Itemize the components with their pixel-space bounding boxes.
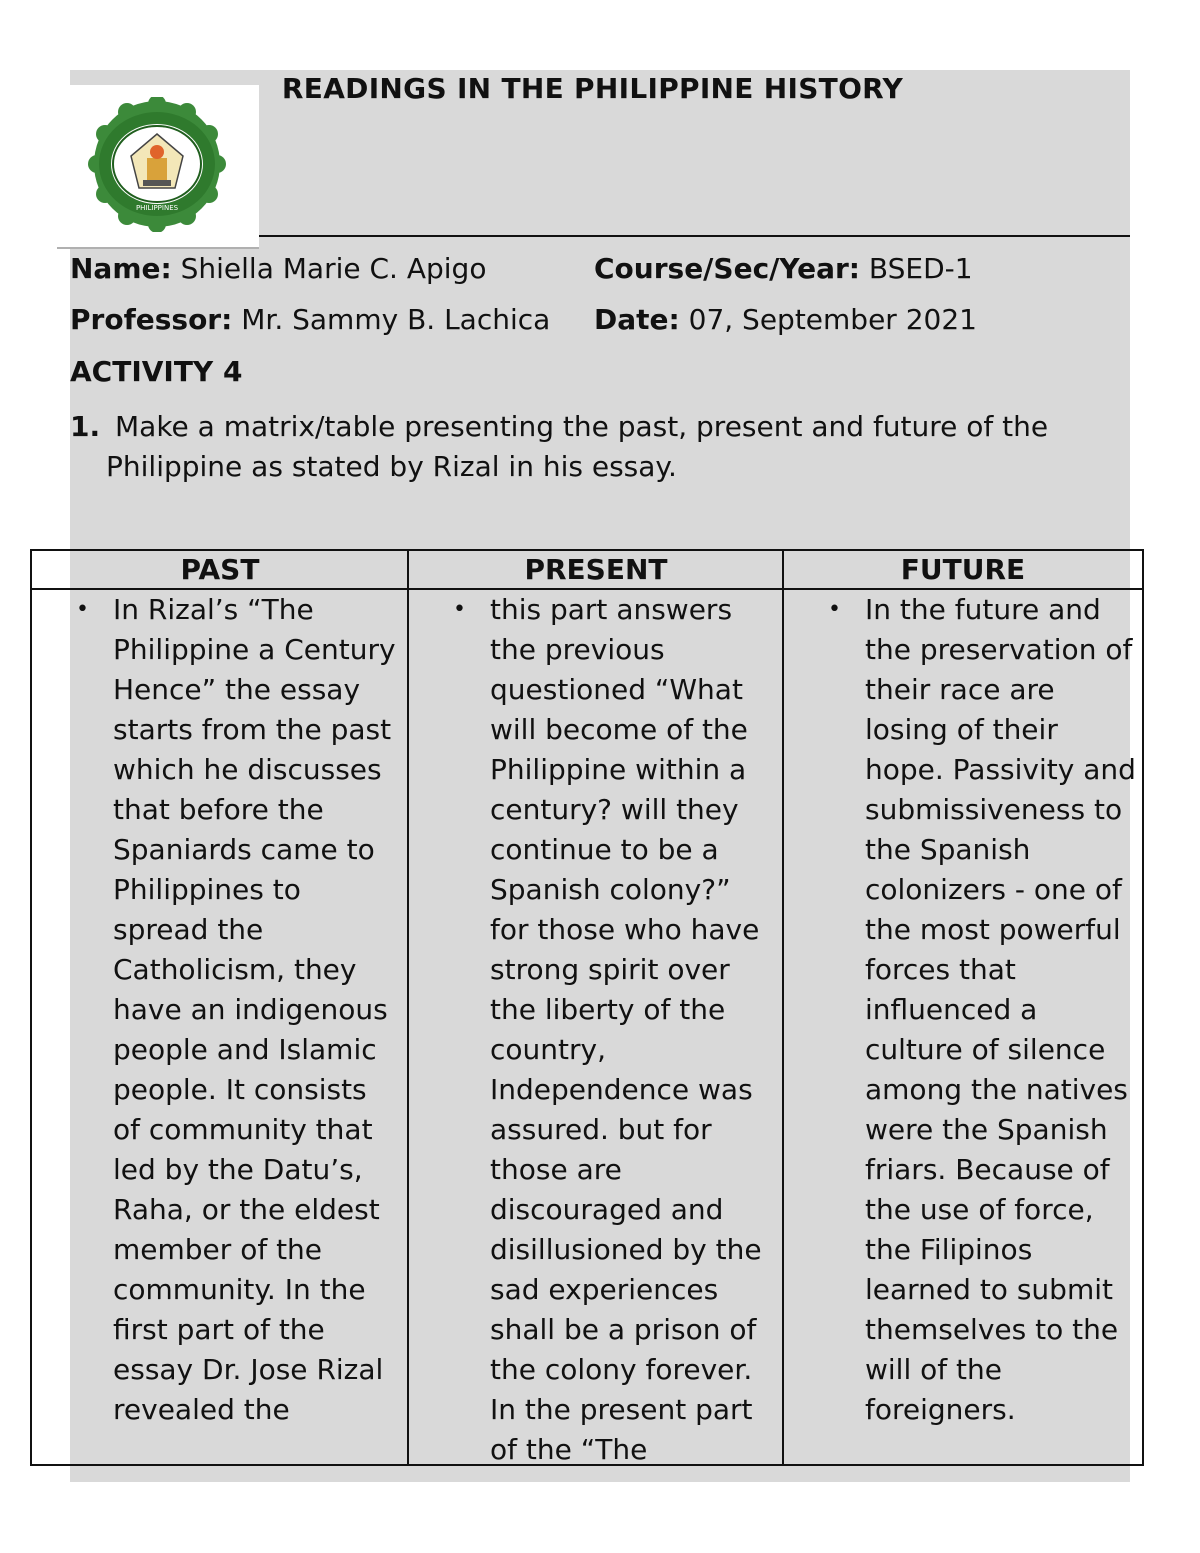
seal-text: PHILIPPINES [135, 204, 179, 212]
bullet-icon: • [828, 597, 841, 622]
course-field [594, 252, 973, 285]
present-column [407, 551, 783, 1464]
past-text: In Rizal’s “The Philippine a Century Hence” the essay starts from the past which he discusses that before the Spaniards came to Philippines to spread the Catholicism, they have an indigenous people and Islamic people. It consists of community that led by the Datu’s, Raha, or the eldest member of the community. In the first part of the essay Dr. Jose Rizal revealed the [113, 593, 396, 1426]
course-label: Course/Sec/Year: [594, 252, 860, 285]
bullet-icon: • [453, 597, 466, 622]
activity-title: ACTIVITY 4 [70, 355, 243, 388]
name-label: Name: [70, 252, 172, 285]
professor-label: Professor: [70, 303, 233, 336]
date-value: 07, September 2021 [688, 303, 977, 336]
college-seal-logo-icon [72, 97, 242, 232]
past-header: PAST [32, 551, 408, 590]
question-number: 1. [70, 410, 101, 443]
bullet-icon: • [76, 597, 89, 622]
question-text: Make a matrix/table presenting the past, present and future of the Philippine as stated by Rizal in his essay. [106, 410, 1049, 483]
past-column [32, 551, 408, 1464]
header-divider [259, 235, 1130, 237]
future-text: In the future and the preservation of their race are losing of their hope. Passivity and submissiveness to the Spanish colonizers - one of the most powerful forces that influenced a culture of silence among the natives were the Spanish friars. Because of the use of force, the Filipinos learned to submit themselves to the will of the foreigners. [865, 593, 1136, 1426]
professor-value: Mr. Sammy B. Lachica [241, 303, 551, 336]
past-cell [32, 590, 408, 1430]
date-label: Date: [594, 303, 680, 336]
professor-field [70, 303, 550, 336]
date-field [594, 303, 977, 336]
name-value: Shiella Marie C. Apigo [180, 252, 487, 285]
past-present-future-matrix [30, 549, 1144, 1466]
course-value: BSED-1 [868, 252, 973, 285]
document-title: READINGS IN THE PHILIPPINE HISTORY [281, 72, 904, 105]
present-text: this part answers the previous questioned “What will become of the Philippine within a century? will they continue to be a Spanish colony?” for those who have strong spirit over the liberty of the country, Independence was assured. but for those are discouraged and disillusioned by the sad experiences shall be a prison of the colony forever. In the present part of the “The [490, 593, 762, 1466]
future-column [782, 551, 1142, 1464]
future-cell [784, 590, 1142, 1430]
name-field [70, 252, 486, 285]
present-cell [409, 590, 783, 1470]
logo-frame [57, 85, 259, 249]
future-header: FUTURE [784, 551, 1142, 590]
question [70, 407, 1110, 487]
present-header: PRESENT [409, 551, 783, 590]
